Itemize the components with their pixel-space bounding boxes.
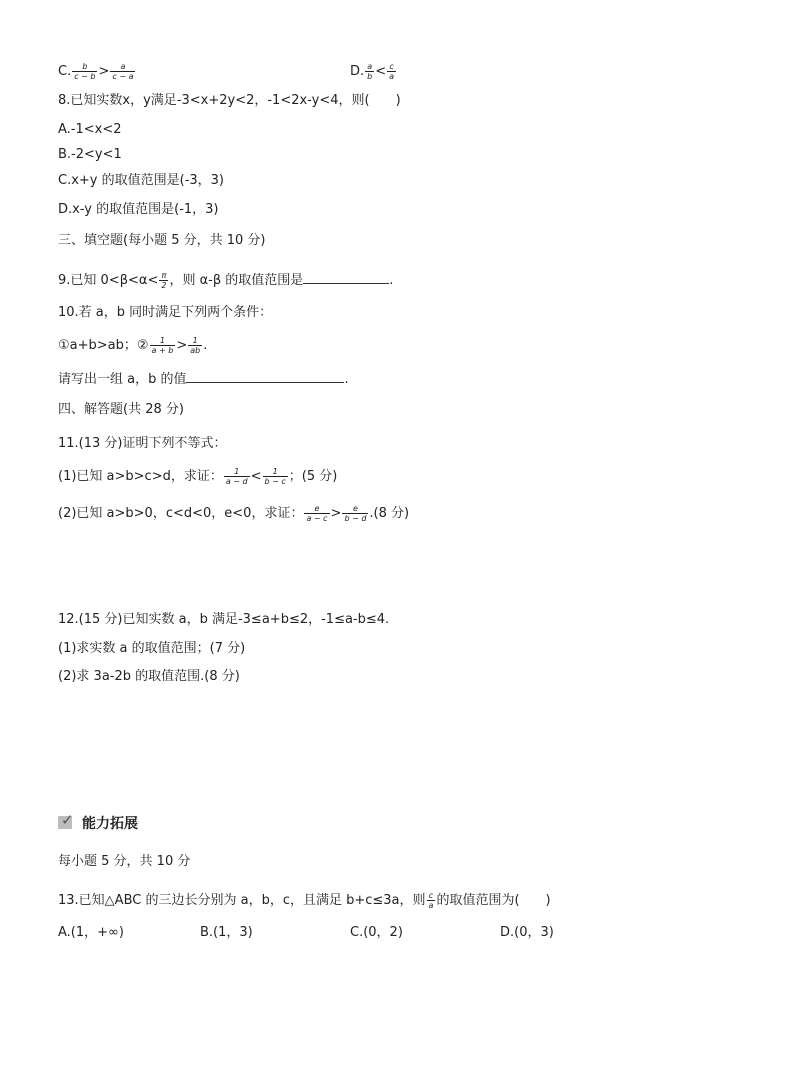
q7-option-c: C. $\frac{b}{c - b}$ > $\frac{a}{c - a}$ [58,62,134,81]
fraction: $\frac{1}{b - c}$ [264,467,286,486]
q10-conditions: ①a+b>ab；② $\frac{1}{a + b}$ > $\frac{1}{ab}$ . [58,336,208,355]
q10-ask: 请写出一组 a，b 的值 . [58,369,349,389]
q7-option-d: D. $\frac{a}{b}$ < $\frac{c}{a}$ [350,62,395,81]
q8-stem: 8.已知实数x，y满足-3<x+2y<2，-1<2x-y<4，则( ) [58,93,401,108]
section-solutions: 四、解答题(共 28 分) [58,402,184,417]
section-fill-in: 三、填空题(每小题 5 分，共 10 分) [58,233,266,248]
answer-blank[interactable] [186,369,344,383]
answer-blank[interactable] [303,270,389,284]
q8-option-b: B.-2<y<1 [58,147,122,162]
q8-option-a: A.-1<x<2 [58,122,122,137]
q13-option-b: B.(1，3) [200,925,253,940]
q8-option-d: D.x-y 的取值范围是(-1，3) [58,202,219,217]
fraction: $\frac{1}{ab}$ [190,336,201,355]
q13-option-d: D.(0，3) [500,925,554,940]
q13-option-c: C.(0，2) [350,925,403,940]
fraction: $\frac{a}{c - a}$ [112,62,134,81]
check-badge-icon: ✓ [58,816,76,830]
fraction: $\frac{1}{a - d}$ [225,467,248,486]
fraction: $\frac{b}{c - b}$ [74,62,96,81]
q11-part2: (2)已知 a>b>0，c<d<0，e<0，求证： $\frac{e}{a - c}$ > $\frac{e}{b - d}$ .(8 分) [58,504,410,523]
fraction: $\frac{e}{a - c}$ [306,504,328,523]
q12-part2: (2)求 3a-2b 的取值范围.(8 分) [58,669,240,684]
section-title: 能力拓展 [82,816,138,832]
q10-stem: 10.若 a，b 同时满足下列两个条件： [58,305,273,320]
fraction: $\frac{a}{b}$ [367,62,373,81]
q8-option-c: C.x+y 的取值范围是(-3，3) [58,173,224,188]
q12-stem: 12.(15 分)已知实数 a，b 满足-3≤a+b≤2，-1≤a-b≤4. [58,612,390,627]
fraction: $\frac{e}{b - d}$ [344,504,367,523]
q11-stem: 11.(13 分)证明下列不等式： [58,436,227,451]
q9: 9.已知 0<β<α< $\frac{\pi}{2}$ ，则 α-β 的取值范围是 . [58,271,394,290]
q13-option-a: A.(1，+∞) [58,925,124,940]
q11-part1: (1)已知 a>b>c>d，求证： $\frac{1}{a - d}$ < $\frac{1}{b - c}$ ；(5 分) [58,467,338,486]
q12-part1: (1)求实数 a 的取值范围；(7 分) [58,641,246,656]
fraction: $\frac{c}{a}$ [428,891,434,910]
fraction: $\frac{c}{a}$ [389,62,395,81]
fraction: $\frac{1}{a + b}$ [151,336,174,355]
scoring-note: 每小题 5 分，共 10 分 [58,854,191,869]
section-extension-header [58,813,138,833]
q13-stem: 13.已知△ABC 的三边长分别为 a，b，c，且满足 b+c≤3a，则 $\frac{c}{a}$ 的取值范围为( ) [58,891,551,910]
fraction: $\frac{\pi}{2}$ [161,271,167,290]
